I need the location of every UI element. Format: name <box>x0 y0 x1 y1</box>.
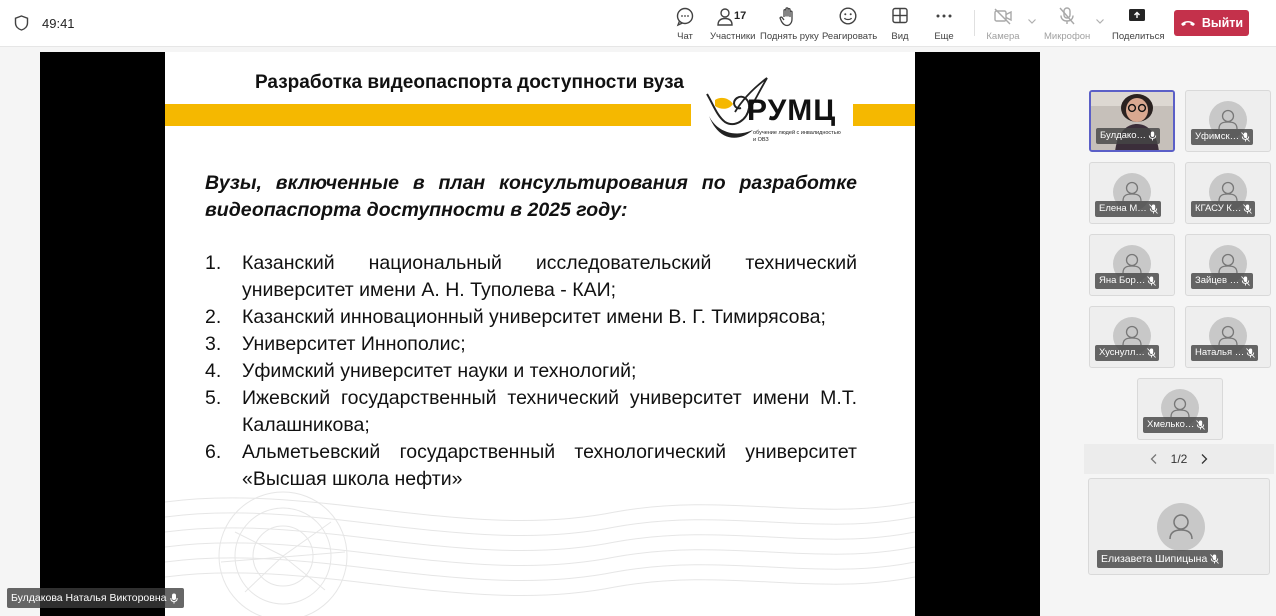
share-button[interactable] <box>1112 6 1165 44</box>
item-text: Альметьевский государственный технологический университет «Высшая школа нефти» <box>242 441 857 490</box>
item-text: Ижевский государственный технический университет имени М.Т. Калашникова; <box>242 387 857 436</box>
slide-heading: Вузы, включенные в план консультирования по разработке видеопаспорта доступности в 2025 году: <box>205 172 857 221</box>
item-number: 4. <box>205 360 222 382</box>
participants-button[interactable] <box>710 6 754 44</box>
mic-off-icon <box>1210 554 1219 564</box>
chat-label: Чат <box>677 31 693 42</box>
phone-hangup-icon <box>1180 18 1196 28</box>
slide-title: Разработка видеопаспорта доступности вуза <box>255 72 684 93</box>
gallery-pager <box>1084 444 1274 474</box>
leave-button[interactable] <box>1174 10 1249 36</box>
participant-tile[interactable] <box>1185 306 1271 368</box>
item-number: 1. <box>205 252 222 274</box>
slide-stripe-left <box>165 104 691 126</box>
more-button[interactable] <box>932 6 956 44</box>
emoji-icon <box>838 6 858 28</box>
chevron-left-icon[interactable] <box>1149 453 1159 465</box>
react-label: Реагировать <box>822 31 878 42</box>
participant-tile[interactable] <box>1089 90 1175 152</box>
mic-off-icon <box>1243 204 1252 214</box>
university-list <box>205 250 857 493</box>
camera-label: Камера <box>986 31 1020 42</box>
mic-off-icon <box>1241 276 1250 286</box>
slide-stripe-right <box>853 104 915 126</box>
participants-label: Участники <box>710 31 756 42</box>
toolbar-divider <box>974 10 975 36</box>
mic-options-chevron-icon[interactable] <box>1095 16 1105 26</box>
mic-label: Микрофон <box>1044 31 1091 42</box>
person-icon <box>1157 503 1205 551</box>
item-text: Уфимский университет науки и технологий; <box>242 360 637 382</box>
participant-tile[interactable] <box>1185 234 1271 296</box>
presentation-slide <box>165 52 915 616</box>
camera-off-icon <box>993 6 1013 28</box>
list-item <box>205 331 857 358</box>
mic-button[interactable] <box>1044 6 1090 44</box>
chevron-right-icon[interactable] <box>1199 453 1209 465</box>
shared-content-stage <box>40 52 1040 616</box>
participant-name: Хмелько… <box>1143 417 1208 433</box>
participant-tile[interactable] <box>1185 90 1271 152</box>
participant-tile[interactable] <box>1089 234 1175 296</box>
logo-text: РУМЦ <box>747 94 837 127</box>
view-label: Вид <box>891 31 909 42</box>
item-number: 3. <box>205 333 222 355</box>
camera-options-chevron-icon[interactable] <box>1027 16 1037 26</box>
participant-tile[interactable] <box>1089 306 1175 368</box>
view-button[interactable] <box>888 6 912 44</box>
item-number: 2. <box>205 306 222 328</box>
meeting-toolbar <box>0 0 1276 47</box>
mic-off-icon <box>1147 276 1156 286</box>
list-item <box>205 358 857 385</box>
participant-tile[interactable] <box>1185 162 1271 224</box>
rumc-logo <box>695 76 855 156</box>
camera-button[interactable] <box>986 6 1020 44</box>
list-item <box>205 304 857 331</box>
raise-hand-button[interactable] <box>760 6 819 44</box>
share-label: Поделиться <box>1112 31 1165 42</box>
react-button[interactable] <box>822 6 878 44</box>
item-number: 5. <box>205 387 222 409</box>
participant-name: Елизавета Шипицына <box>1097 550 1223 568</box>
participants-count: 17 <box>734 10 747 22</box>
participant-name: Хуснулл… <box>1095 345 1159 361</box>
logo-subtitle: обучение людей с инвалидностью и ОВЗ <box>753 130 841 143</box>
presenter-name-tag <box>7 588 184 608</box>
more-label: Еще <box>934 31 954 42</box>
participant-name: Зайцев … <box>1191 273 1253 289</box>
participant-name: Яна Бор… <box>1095 273 1159 289</box>
mic-icon <box>1148 131 1157 141</box>
mic-off-icon <box>1149 204 1158 214</box>
item-text: Казанский инновационный университет имени В. Г. Тимирясова; <box>242 306 826 328</box>
featured-participant-tile[interactable] <box>1088 478 1270 575</box>
slide-background-decoration <box>165 472 915 616</box>
page-indicator: 1/2 <box>1170 452 1188 466</box>
mic-off-icon <box>1246 348 1255 358</box>
list-item <box>205 385 857 439</box>
more-icon <box>934 6 954 28</box>
mic-off-icon <box>1196 420 1205 430</box>
people-icon <box>716 6 736 28</box>
item-text: Университет Иннополис; <box>242 333 466 355</box>
participant-name: Уфимск… <box>1191 129 1253 145</box>
grid-view-icon <box>890 6 910 28</box>
chat-icon <box>675 6 695 28</box>
item-number: 6. <box>205 441 222 463</box>
mic-off-icon <box>1057 6 1077 28</box>
presenter-name: Булдакова Наталья Викторовна <box>11 592 167 604</box>
participant-name: Елена М… <box>1095 201 1161 217</box>
mic-off-icon <box>1241 132 1250 142</box>
list-item <box>205 250 857 304</box>
call-timer: 49:41 <box>42 16 75 31</box>
participants-gallery <box>1084 80 1276 616</box>
participant-tile[interactable] <box>1089 162 1175 224</box>
participant-name: Наталья … <box>1191 345 1258 361</box>
participant-name: КГАСУ К… <box>1191 201 1255 217</box>
participant-tile[interactable] <box>1137 378 1223 440</box>
mic-off-icon <box>1147 348 1156 358</box>
shield-icon[interactable] <box>14 15 29 31</box>
hand-icon <box>778 6 798 28</box>
item-text: Казанский национальный исследовательский технический университет имени А. Н. Туполева - КАИ; <box>242 252 857 301</box>
raise-hand-label: Поднять руку <box>760 31 819 42</box>
participant-name: Булдако… <box>1096 128 1160 144</box>
leave-label: Выйти <box>1201 16 1244 30</box>
mic-icon <box>170 593 178 604</box>
avatar <box>1157 503 1205 551</box>
share-screen-icon <box>1127 6 1147 28</box>
chat-button[interactable] <box>674 6 696 44</box>
